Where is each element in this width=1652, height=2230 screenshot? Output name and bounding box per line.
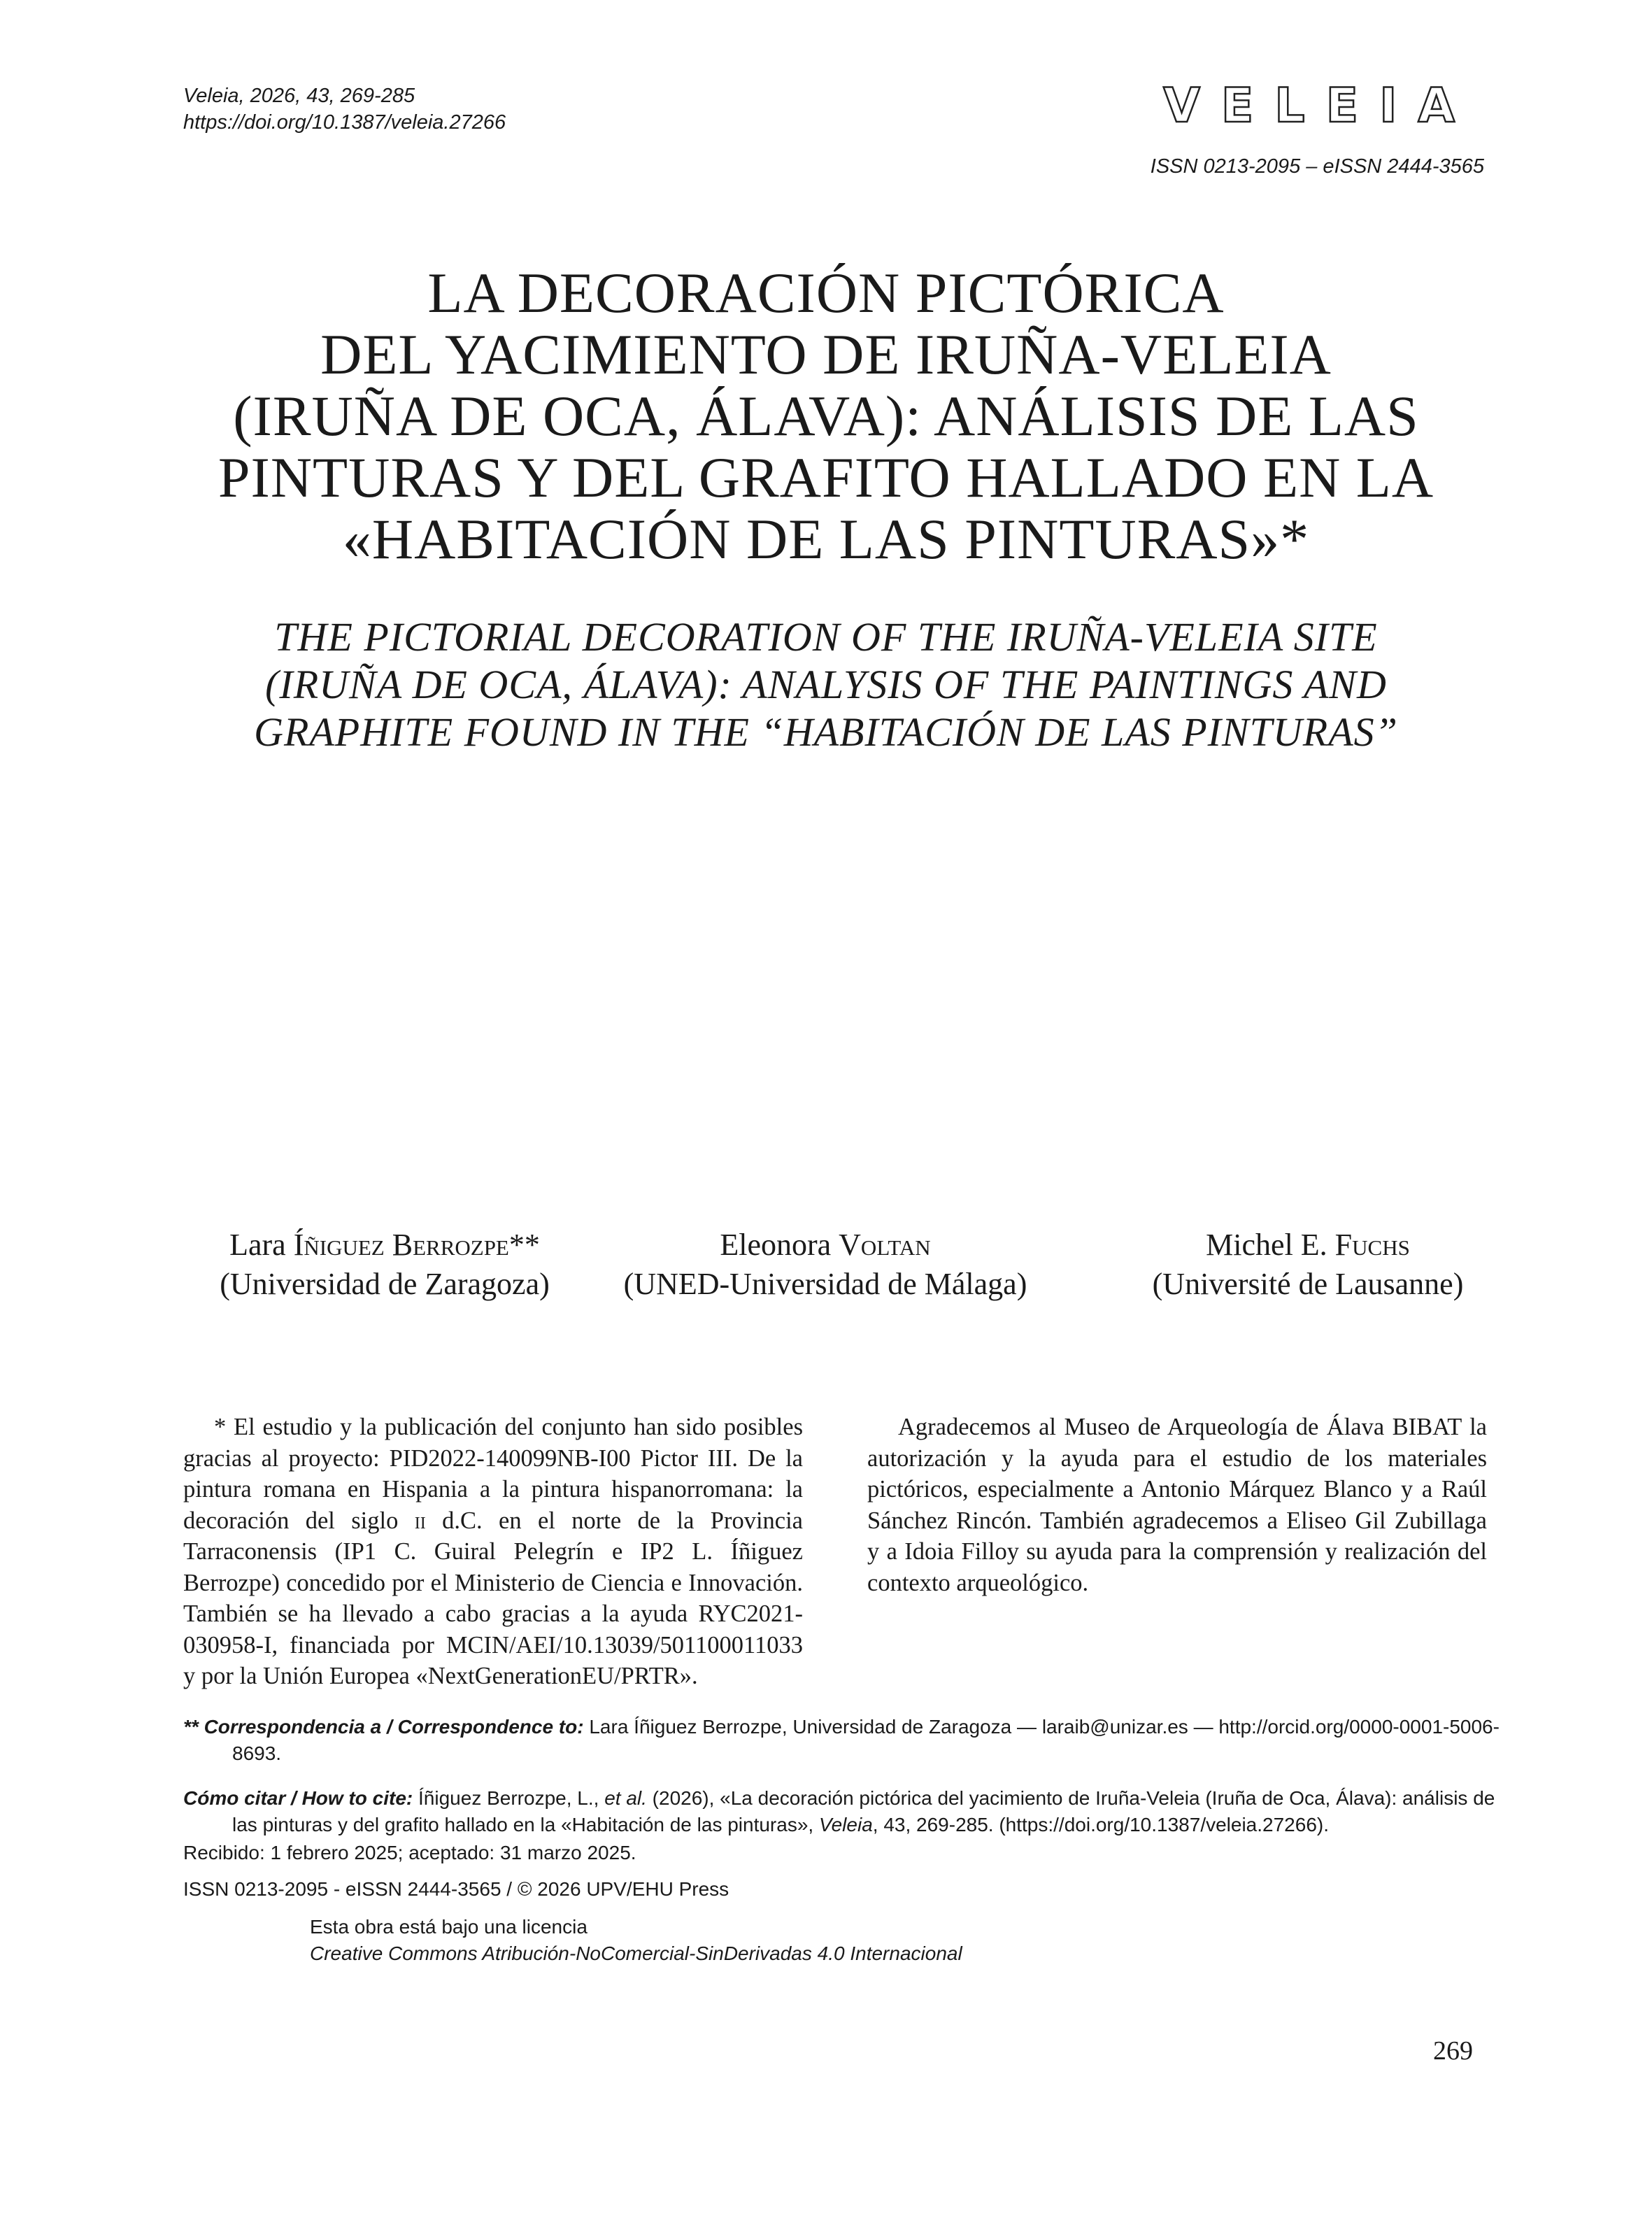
citation-note bbox=[183, 1785, 1521, 1838]
license-note bbox=[310, 1914, 962, 1967]
funding-text: * El estudio y la publicación del conjunto han sido posibles gracias al proyecto: PID2022-140099NB-I00 Pictor III. De la pintura romana en Hispania a la pintura hispanorromana: la decoración del siglo bbox=[183, 1414, 803, 1534]
author-affiliation: (Universidad de Zaragoza) bbox=[220, 1267, 550, 1301]
funding-text-continued: d.C. en el norte de la Provincia Tarraconensis (IP1 C. Guiral Pelegrín e IP2 L. Íñiguez Berrozpe) concedido por el Ministerio de Ciencia e Innovación. También se ha llevado a cabo gracias a la ayuda RYC2021-030958-I, financiada por MCIN/AEI/10.13039/501100011033 y por la Unión Europea «NextGenerationEU/PRTR». bbox=[183, 1507, 803, 1689]
article-title-en bbox=[0, 613, 1652, 756]
license-link[interactable]: Creative Commons Atribución-NoComercial-SinDerivadas 4.0 Internacional bbox=[310, 1943, 962, 1964]
page-number: 269 bbox=[1433, 2036, 1473, 2066]
author-block bbox=[1063, 1226, 1553, 1304]
issn-footer: ISSN 0213-2095 - eISSN 2444-3565 / © 2026 UPV/EHU Press bbox=[183, 1878, 729, 1900]
license-line: Esta obra está bajo una licencia bbox=[310, 1916, 588, 1938]
doi-link[interactable]: https://doi.org/10.1387/veleia.27266 bbox=[183, 111, 506, 134]
citation-journal: Veleia bbox=[818, 1814, 873, 1835]
correspondence-label: Correspondencia a / Correspondence to: bbox=[204, 1716, 584, 1738]
title-en-line: (IRUÑA DE OCA, ÁLAVA): ANALYSIS OF THE PAINTINGS AND bbox=[265, 662, 1387, 707]
author-given-name: Lara bbox=[229, 1228, 294, 1262]
title-es-line: (IRUÑA DE OCA, ÁLAVA): ANÁLISIS DE LAS bbox=[233, 384, 1419, 448]
citation-text: Íñiguez Berrozpe, L., bbox=[413, 1787, 605, 1809]
received-dates: Recibido: 1 febrero 2025; aceptado: 31 marzo 2025. bbox=[183, 1842, 636, 1863]
author-affiliation: (UNED-Universidad de Málaga) bbox=[623, 1267, 1027, 1301]
article-title-es bbox=[0, 262, 1652, 570]
citation-etal: et al. bbox=[604, 1787, 647, 1809]
citation-label: Cómo citar / How to cite: bbox=[183, 1787, 413, 1809]
author-family-name: Voltan bbox=[839, 1228, 931, 1262]
citation-text: , 43, 269-285. (https://doi.org/10.1387/veleia.27266). bbox=[872, 1814, 1329, 1835]
century-numeral: ii bbox=[414, 1507, 426, 1534]
citation-text: (2026), «La decoración pictórica del yacimiento de Iruña-Veleia (Iruña de Oca, Álava): análisis de las pinturas y del grafito hallado en la «Habitación de las pinturas», bbox=[232, 1787, 1495, 1835]
author-block bbox=[601, 1226, 1049, 1304]
title-es-line: LA DECORACIÓN PICTÓRICA bbox=[427, 261, 1225, 325]
journal-reference: Veleia, 2026, 43, 269-285 bbox=[183, 85, 415, 107]
author-family-name: Íñiguez Berrozpe bbox=[293, 1228, 509, 1262]
title-es-line: DEL YACIMIENTO DE IRUÑA-VELEIA bbox=[320, 322, 1332, 386]
author-name bbox=[1063, 1226, 1553, 1265]
title-en-line: THE PICTORIAL DECORATION OF THE IRUÑA-VELEIA SITE bbox=[274, 614, 1378, 660]
running-header bbox=[183, 83, 506, 136]
issn-header: ISSN 0213-2095 – eISSN 2444-3565 bbox=[1150, 155, 1484, 178]
title-en-line: GRAPHITE FOUND IN THE “HABITACIÓN DE LAS PINTURAS” bbox=[254, 709, 1398, 755]
journal-logo: VELEIA bbox=[1163, 78, 1476, 134]
correspondence-mark: ** bbox=[183, 1716, 199, 1738]
correspondence-note bbox=[183, 1714, 1521, 1767]
title-es-line: PINTURAS Y DEL GRAFITO HALLADO EN LA bbox=[218, 446, 1434, 509]
funding-footnote-right-column bbox=[867, 1412, 1487, 1598]
author-name bbox=[601, 1226, 1049, 1265]
author-block bbox=[140, 1226, 629, 1304]
funding-footnote-left-column bbox=[183, 1412, 803, 1692]
correspondence-text: Lara Íñiguez Berrozpe, Universidad de Zaragoza — laraib@unizar.es — http://orcid.org/0000-0001-5006-8693. bbox=[232, 1716, 1500, 1764]
author-affiliation: (Université de Lausanne) bbox=[1152, 1267, 1464, 1301]
author-name bbox=[140, 1226, 629, 1265]
funding-paragraph bbox=[183, 1412, 803, 1692]
title-es-line: «HABITACIÓN DE LAS PINTURAS»* bbox=[342, 507, 1310, 571]
author-family-name: Fuchs bbox=[1334, 1228, 1410, 1262]
acknowledgements-paragraph: Agradecemos al Museo de Arqueología de Álava BIBAT la autorización y la ayuda para el estudio de los materiales pictóricos, especialmente a Antonio Márquez Blanco y a Raúl Sánchez Rincón. También agradecemos a Eliseo Gil Zubillaga y a Idoia Filloy su ayuda para la comprensión y realización del contexto arqueológico. bbox=[867, 1414, 1487, 1596]
author-given-name: Eleonora bbox=[720, 1228, 839, 1262]
author-given-name: Michel E. bbox=[1206, 1228, 1335, 1262]
author-footnote-mark: ** bbox=[508, 1228, 540, 1262]
